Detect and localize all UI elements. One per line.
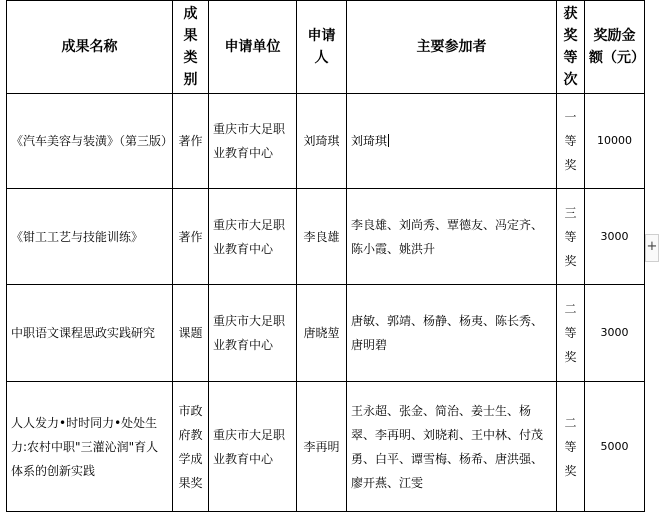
cell-applicant[interactable]: 唐晓堃 [297, 285, 347, 382]
header-applicant: 申请人 [297, 1, 347, 94]
header-name: 成果名称 [7, 1, 173, 94]
cell-unit[interactable]: 重庆市大足职业教育中心 [209, 382, 297, 512]
cell-grade[interactable]: 二等奖 [557, 382, 585, 512]
cell-type[interactable]: 课题 [173, 285, 209, 382]
cell-name[interactable]: 《钳工工艺与技能训练》 [7, 189, 173, 285]
cell-type[interactable]: 著作 [173, 94, 209, 189]
cell-unit[interactable]: 重庆市大足职业教育中心 [209, 94, 297, 189]
cell-participants[interactable]: 王永超、张金、简治、姜士生、杨翠、李再明、刘晓莉、王中林、付茂勇、白平、谭雪梅、杨希、唐洪强、廖开燕、江雯 [347, 382, 557, 512]
cell-name[interactable]: 中职语文课程思政实践研究 [7, 285, 173, 382]
cell-amount[interactable]: 3000 [585, 285, 645, 382]
awards-table [6, 0, 645, 512]
text-cursor [388, 134, 389, 147]
cell-amount[interactable]: 3000 [585, 189, 645, 285]
cell-participants[interactable]: 唐敏、郭靖、杨静、杨夷、陈长秀、唐明碧 [347, 285, 557, 382]
cell-amount[interactable]: 5000 [585, 382, 645, 512]
cell-applicant[interactable]: 李再明 [297, 382, 347, 512]
cell-amount[interactable]: 10000 [585, 94, 645, 189]
table-row [7, 382, 645, 512]
header-participants: 主要参加者 [347, 1, 557, 94]
cell-type[interactable]: 市政府教学成果奖 [173, 382, 209, 512]
cell-name[interactable]: 《汽车美容与装潢》（第三版） [7, 94, 173, 189]
cell-participants[interactable]: 李良雄、刘尚秀、覃德友、冯定齐、陈小霞、姚洪升 [347, 189, 557, 285]
cell-applicant[interactable]: 李良雄 [297, 189, 347, 285]
cell-unit[interactable]: 重庆市大足职业教育中心 [209, 189, 297, 285]
cell-participants-text: 刘琦琪 [351, 134, 388, 148]
table-row [7, 94, 645, 189]
header-type: 成果类别 [173, 1, 209, 94]
cell-grade[interactable]: 二等奖 [557, 285, 585, 382]
cell-type[interactable]: 著作 [173, 189, 209, 285]
header-grade: 获奖等次 [557, 1, 585, 94]
cell-applicant[interactable]: 刘琦琪 [297, 94, 347, 189]
header-row [7, 1, 645, 94]
cell-unit[interactable]: 重庆市大足职业教育中心 [209, 285, 297, 382]
cell-grade[interactable]: 一等奖 [557, 94, 585, 189]
cell-grade[interactable]: 三等奖 [557, 189, 585, 285]
cell-name[interactable]: 人人发力•时时同力•处处生力:农村中职"三灌沁润"育人体系的创新实践 [7, 382, 173, 512]
table-row [7, 285, 645, 382]
cell-participants-active[interactable] [347, 94, 557, 189]
header-unit: 申请单位 [209, 1, 297, 94]
table-row [7, 189, 645, 285]
header-amount: 奖励金额（元） [585, 1, 645, 94]
expand-plus-icon[interactable]: + [645, 234, 659, 262]
